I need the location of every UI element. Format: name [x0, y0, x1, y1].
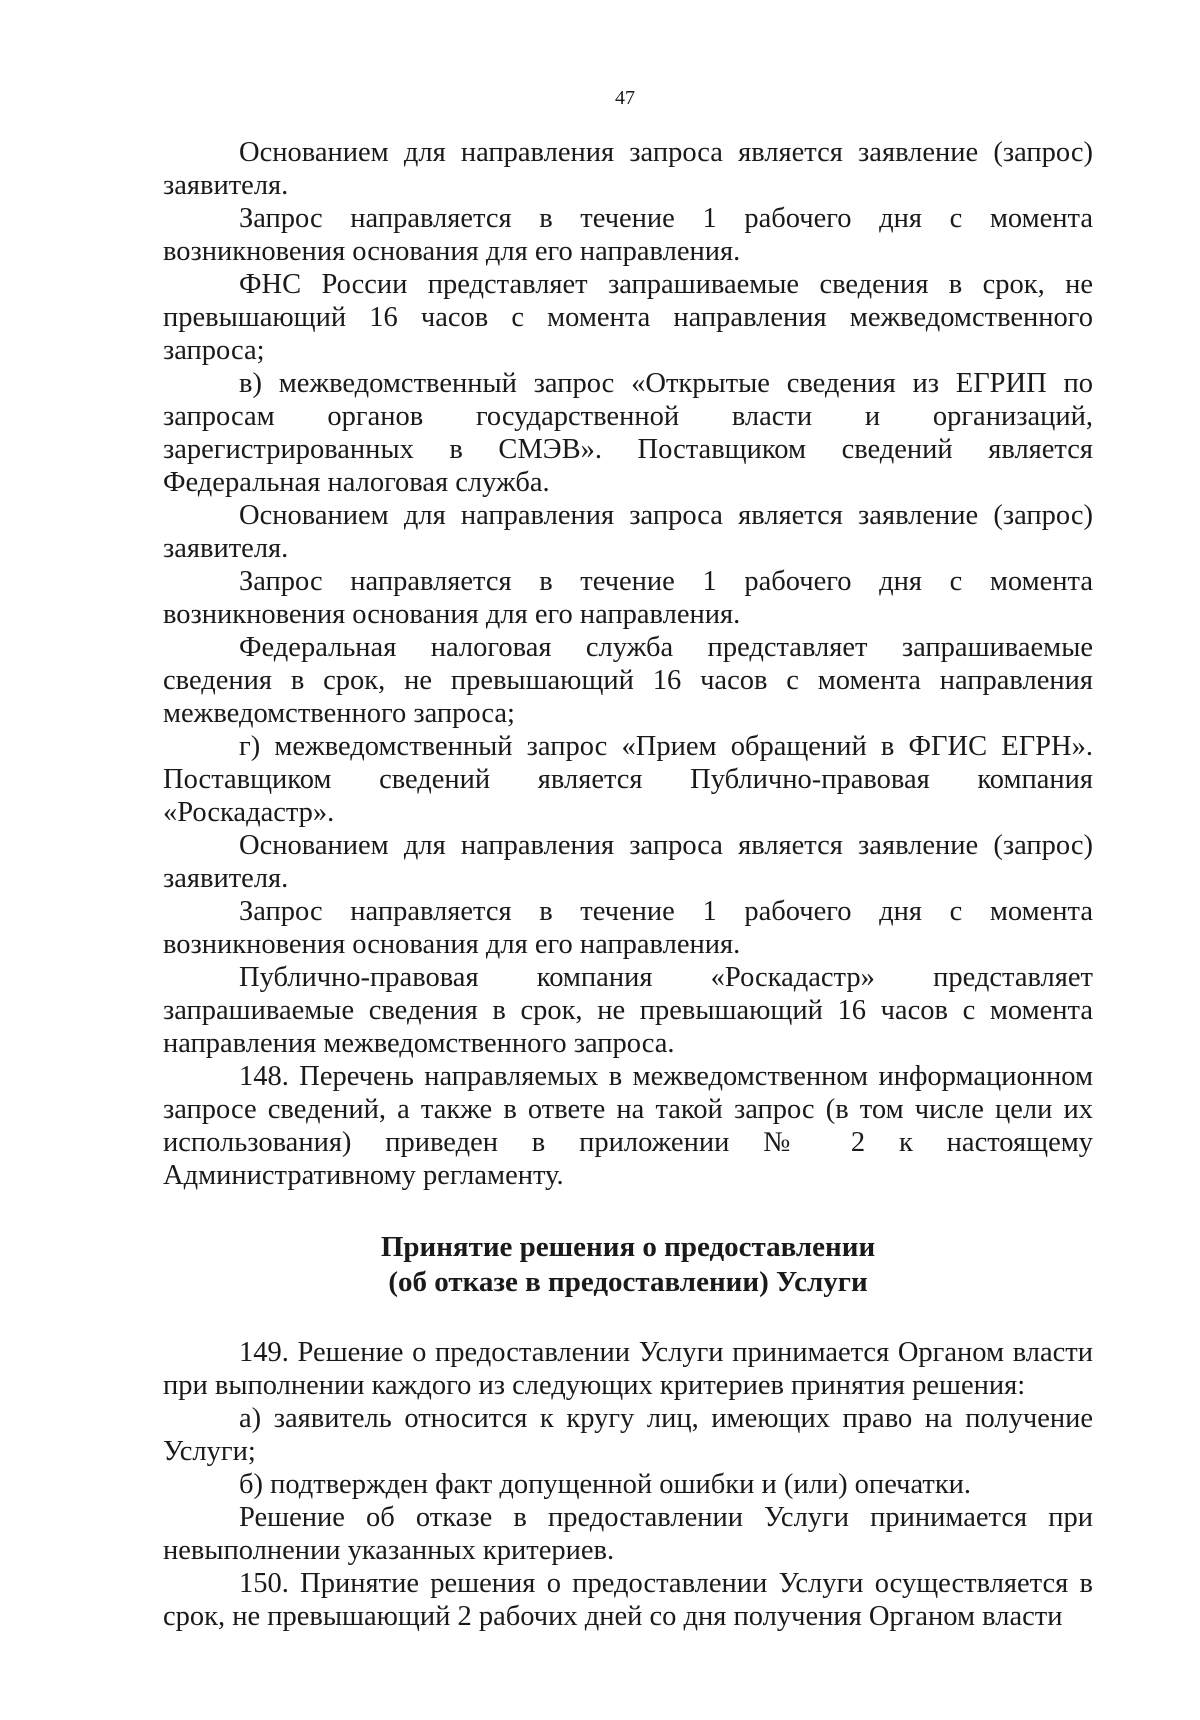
- paragraph: Федеральная налоговая служба представляет запрашиваемые сведения в срок, не превышающий 16 часов с момента направления межведомственного запроса;: [163, 632, 1093, 729]
- paragraph: Основанием для направления запроса является заявление (запрос) заявителя.: [163, 830, 1093, 894]
- paragraph: 150. Принятие решения о предоставлении Услуги осуществляется в срок, не превышающий 2 рабочих дней со дня получения Органом власти: [163, 1568, 1093, 1632]
- paragraph: Основанием для направления запроса является заявление (запрос) заявителя.: [163, 500, 1093, 564]
- paragraph: а) заявитель относится к кругу лиц, имеющих право на получение Услуги;: [163, 1403, 1093, 1467]
- page-number: 47: [615, 87, 635, 109]
- paragraph: 148. Перечень направляемых в межведомственном информационном запросе сведений, а также в ответе на такой запрос (в том числе цели их использования) приведен в приложении № 2 к настоящему Административному регламенту.: [163, 1061, 1093, 1191]
- paragraph: 149. Решение о предоставлении Услуги принимается Органом власти при выполнении каждого из следующих критериев принятия решения:: [163, 1337, 1093, 1401]
- paragraph: Запрос направляется в течение 1 рабочего дня с момента возникновения основания для его направления.: [163, 566, 1093, 630]
- paragraph: Запрос направляется в течение 1 рабочего дня с момента возникновения основания для его направления.: [163, 896, 1093, 960]
- paragraph: Решение об отказе в предоставлении Услуги принимается при невыполнении указанных критериев.: [163, 1502, 1093, 1566]
- paragraph: г) межведомственный запрос «Прием обращений в ФГИС ЕГРН». Поставщиком сведений является Публично-правовая компания «Роскадастр».: [163, 731, 1093, 828]
- paragraph: ФНС России представляет запрашиваемые сведения в срок, не превышающий 16 часов с момента направления межведомственного запроса;: [163, 269, 1093, 366]
- paragraph: в) межведомственный запрос «Открытые сведения из ЕГРИП по запросам органов государственной власти и организаций, зарегистрированных в СМЭВ». Поставщиком сведений является Федеральная налоговая служба.: [163, 368, 1093, 498]
- paragraph: Основанием для направления запроса является заявление (запрос) заявителя.: [163, 137, 1093, 201]
- section-heading-line: Принятие решения о предоставлении: [380, 1231, 876, 1263]
- section-heading-line: (об отказе в предоставлении) Услуги: [388, 1266, 868, 1298]
- section-heading: [163, 1230, 1093, 1300]
- document-body: [163, 136, 1093, 1633]
- paragraph: б) подтвержден факт допущенной ошибки и (или) опечатки.: [239, 1469, 972, 1500]
- paragraph: Публично-правовая компания «Роскадастр» представляет запрашиваемые сведения в срок, не превышающий 16 часов с момента направления межведомственного запроса.: [163, 962, 1093, 1059]
- paragraph: Запрос направляется в течение 1 рабочего дня с момента возникновения основания для его направления.: [163, 203, 1093, 267]
